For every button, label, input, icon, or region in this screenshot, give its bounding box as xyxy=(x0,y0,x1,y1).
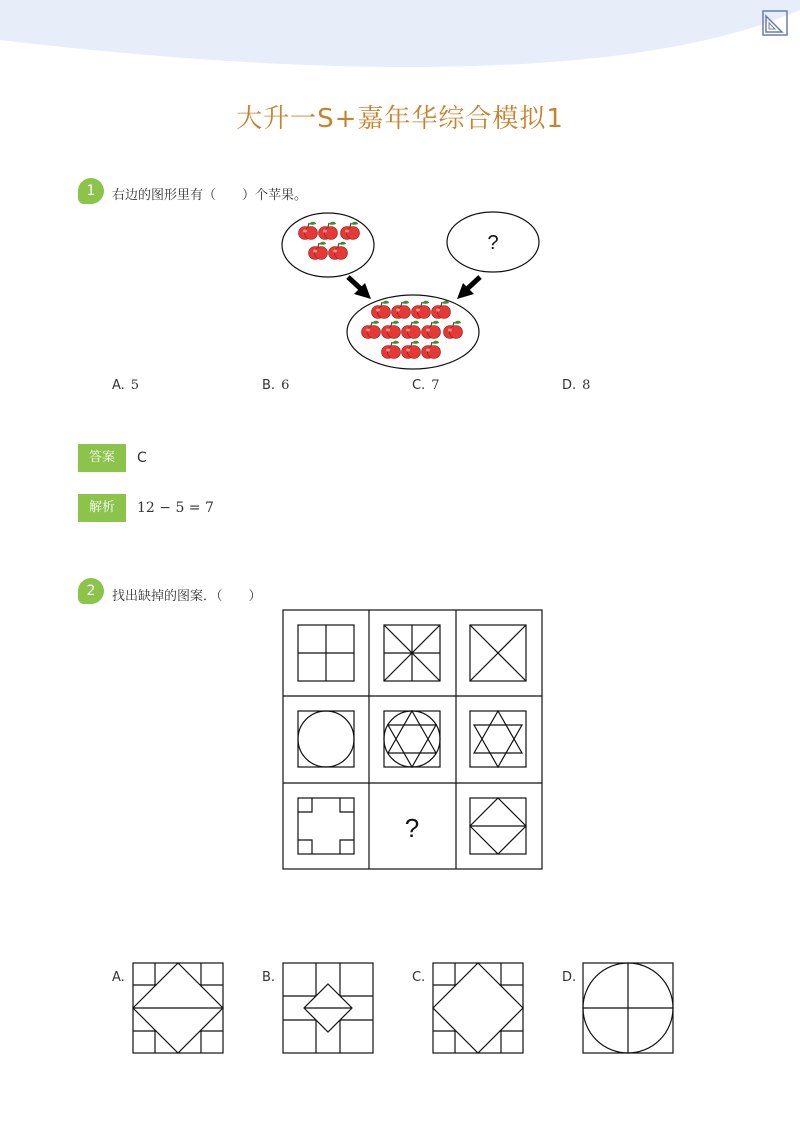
option-a[interactable]: A. 5 xyxy=(112,378,140,393)
question-number-badge: 1 xyxy=(78,178,104,204)
analysis-tag: 解析 xyxy=(78,494,126,522)
option-c-label: C. xyxy=(412,970,426,985)
option-b-figure[interactable] xyxy=(282,962,374,1054)
left-apple-set xyxy=(282,213,374,277)
pattern-grid xyxy=(282,609,544,871)
cell-square-diamond xyxy=(470,798,526,854)
cell-circle-star xyxy=(384,711,440,767)
question-number-badge: 2 xyxy=(78,578,104,604)
option-d[interactable]: D. 8 xyxy=(562,378,591,393)
page-title: 大升一S+嘉年华综合模拟1 xyxy=(236,104,564,134)
option-d-figure[interactable] xyxy=(582,962,674,1054)
missing-pattern-mark: ? xyxy=(404,813,420,843)
right-arrow-icon xyxy=(457,277,480,299)
ruler-triangle-icon xyxy=(762,10,788,36)
answer-tag: 答案 xyxy=(78,444,126,472)
option-a-label: A. xyxy=(112,970,125,985)
cell-notched-square xyxy=(298,798,354,854)
cell-square-cross xyxy=(298,625,354,681)
question-text: 右边的图形里有（ ）个苹果。 xyxy=(112,188,308,203)
option-a-figure[interactable] xyxy=(132,962,224,1054)
cell-square-star xyxy=(384,625,440,681)
cell-square-x xyxy=(470,625,526,681)
option-b-label: B. xyxy=(262,970,276,985)
option-d-label: D. xyxy=(562,970,577,985)
option-c[interactable]: C. 7 xyxy=(412,378,440,393)
apple-figure xyxy=(280,205,550,375)
cell-square-hexagram xyxy=(470,711,526,767)
header-wave-decoration xyxy=(0,0,800,80)
option-b[interactable]: B. 6 xyxy=(262,378,290,393)
cell-square-circle xyxy=(298,711,354,767)
question-mark: ? xyxy=(487,232,499,254)
option-c-figure[interactable] xyxy=(432,962,524,1054)
question-text: 找出缺掉的图案．（ ） xyxy=(112,589,262,604)
answer-value: C xyxy=(137,450,147,466)
left-arrow-icon xyxy=(348,277,371,299)
analysis-formula: 12 − 5 = 7 xyxy=(137,500,214,516)
